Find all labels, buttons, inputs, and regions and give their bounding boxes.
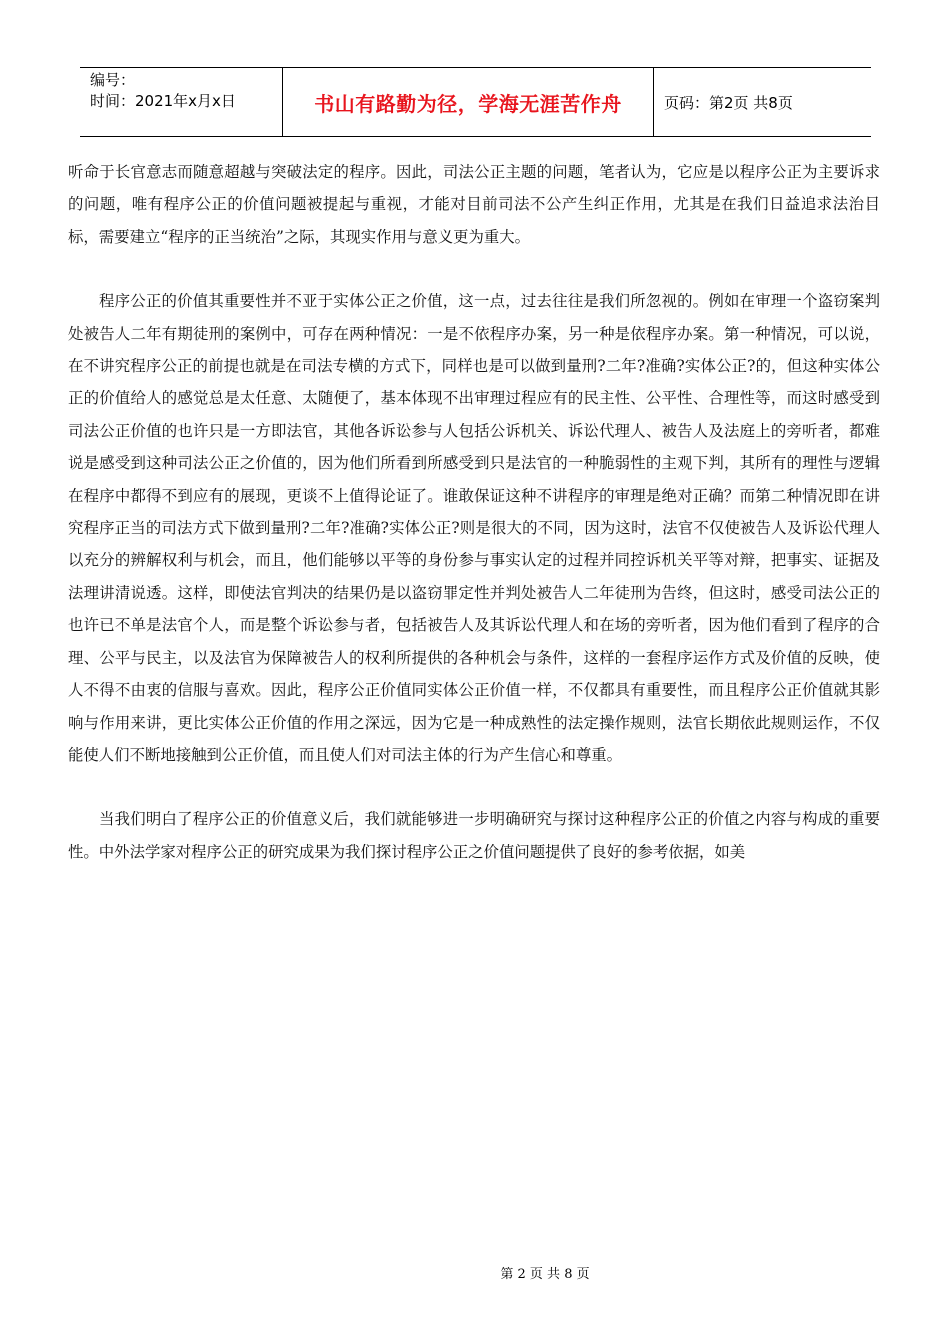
paragraph-1: 听命于长官意志而随意超越与突破法定的程序。因此，司法公正主题的问题，笔者认为，它应是以程序公正为主要诉求的问题，唯有程序公正的价值问题被提起与重视，才能对目前司法不公产生纠正作用，尤其是在我们日益追求法治目标，需要建立“程序的正当统治”之际，其现实作用与意义更为重大。 [68, 163, 880, 246]
header-page-number: 页码：第2页 共8页 [664, 93, 793, 112]
paragraph-2: 程序公正的价值其重要性并不亚于实体公正之价值，这一点，过去往往是我们所忽视的。例如在审理一个盗窃案判处被告人二年有期徒刑的案例中，可存在两种情况：一是不依程序办案，另一种是依程序办案。第一种情况，可以说，在不讲究程序公正的前提也就是在司法专横的方式下，同样也是可以做到量刑?二年?准确?实体公正?的，但这种实体公正的价值给人的感觉总是太任意、太随便了，基本体现不出审理过程应有的民主性、公平性、合理性等，而这时感受到司法公正价值的也许只是一方即法官，其他各诉讼参与人包括公诉机关、诉讼代理人、被告人及法庭上的旁听者，都难说是感受到这种司法公正之价值的，因为他们所看到所感受到只是法官的一种脆弱性的主观下判，其所有的理性与逻辑在程序中都得不到应有的展现，更谈不上值得论证了。谁敢保证这种不讲程序的审理是绝对正确？而第二种情况即在讲究程序正当的司法方式下做到量刑?二年?准确?实体公正?则是很大的不同，因为这时，法官不仅使被告人及诉讼代理人以充分的辨解权利与机会，而且，他们能够以平等的身份参与事实认定的过程并同控诉机关平等对辩，把事实、证据及法理讲清说透。这样，即使法官判决的结果仍是以盗窃罪定性并判处被告人二年徒刑为告终，但这时，感受司法公正的也许已不单是法官个人，而是整个诉讼参与者，包括被告人及其诉讼代理人和在场的旁听者，因为他们看到了程序的合理、公平与民主，以及法官为保障被告人的权利所提供的各种机会与条件，这样的一套程序运作方式及价值的反映，使人不得不由衷的信服与喜欢。因此，程序公正价值同实体公正价值一样，不仅都具有重要性，而且程序公正价值就其影响与作用来讲，更比实体公正价值的作用之深远，因为它是一种成熟性的法定操作规则，法官长期依此规则运作，不仅能使人们不断地接触到公正价值，而且使人们对司法主体的行为产生信心和尊重。 [68, 292, 880, 764]
page-footer [0, 1263, 950, 1282]
footer-page-number: 第 2 页 共 8 页 [500, 1267, 590, 1282]
paragraph-spacer [68, 771, 880, 803]
paragraph-spacer [68, 253, 880, 285]
document-time-label: 时间：2021年x月x日 [90, 92, 236, 110]
header-table [80, 67, 871, 137]
paragraph-3: 当我们明白了程序公正的价值意义后，我们就能够进一步明确研究与探讨这种程序公正的价值之内容与构成的重要性。中外法学家对程序公正的研究成果为我们探讨程序公正之价值问题提供了良好的参考依据，如美 [68, 810, 880, 861]
document-body [68, 156, 880, 868]
header-page-cell [654, 68, 871, 136]
header-motto: 书山有路勤为径，学海无涯苦作舟 [314, 91, 622, 116]
header-motto-cell [282, 68, 654, 136]
header-info-cell [80, 68, 282, 136]
document-number-label: 编号： [90, 71, 136, 89]
